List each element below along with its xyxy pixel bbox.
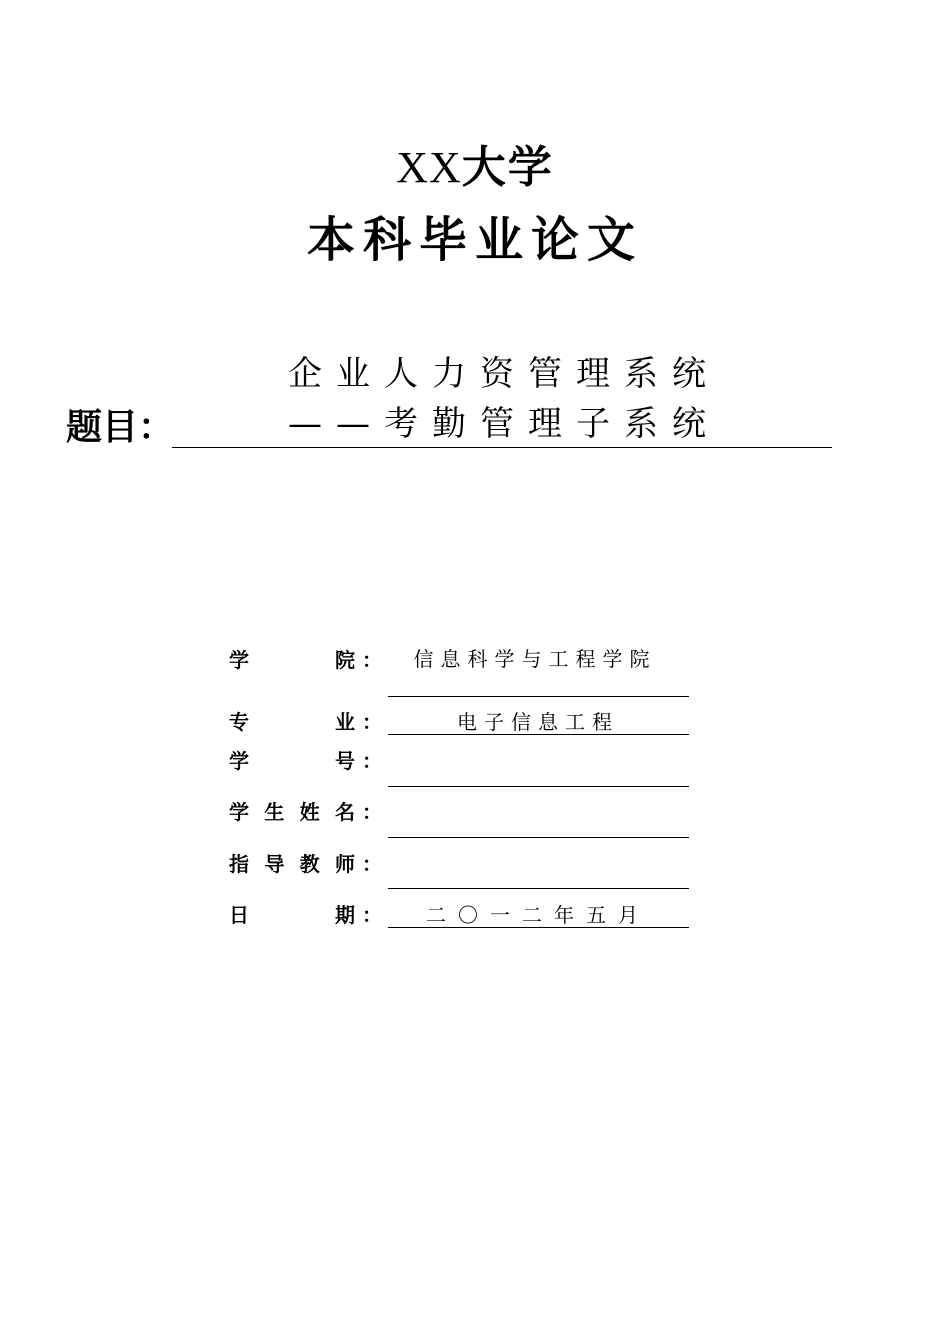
student-id-label — [229, 747, 355, 775]
date-value: 二〇一二年五月 — [426, 903, 650, 927]
topic-underline — [172, 447, 832, 448]
student-name-label-char: 学 — [229, 800, 249, 824]
college-label-char: 院 — [335, 648, 355, 672]
student-name-colon: ： — [362, 800, 382, 824]
thesis-type-title: 本科毕业论文 — [306, 212, 643, 268]
date-underline — [388, 927, 689, 928]
advisor-label — [229, 850, 355, 878]
topic-label: 题目： — [66, 407, 175, 448]
university-name: 大学 — [461, 142, 554, 193]
topic-line-2: ——考勤管理子系统 — [288, 404, 720, 444]
student-name-label — [229, 798, 355, 826]
advisor-underline — [388, 888, 689, 889]
student-name-label-char: 生 — [264, 800, 285, 824]
topic-line-1: 企业人力资管理系统 — [288, 354, 720, 394]
college-label-char: 学 — [229, 648, 249, 672]
advisor-colon: ： — [362, 852, 382, 876]
advisor-label-char: 指 — [229, 852, 249, 876]
major-label — [229, 708, 355, 736]
student-id-colon: ： — [362, 749, 382, 773]
date-colon: ： — [362, 903, 382, 927]
student-name-label-char: 姓 — [299, 800, 320, 824]
university-prefix: XX — [396, 143, 462, 192]
date-label — [229, 901, 355, 929]
advisor-label-char: 导 — [264, 852, 285, 876]
college-colon: ： — [362, 648, 382, 672]
major-underline — [388, 734, 689, 735]
student-id-label-char: 号 — [335, 749, 355, 773]
major-label-char: 业 — [335, 710, 355, 734]
college-value: 信息科学与工程学院 — [413, 647, 657, 671]
student-id-underline — [388, 786, 689, 787]
student-name-label-char: 名 — [334, 800, 355, 824]
date-label-char: 日 — [229, 903, 249, 927]
student-id-label-char: 学 — [229, 749, 249, 773]
university-title — [0, 138, 950, 198]
major-label-char: 专 — [229, 710, 249, 734]
date-label-char: 期 — [335, 903, 355, 927]
advisor-label-char: 教 — [299, 852, 320, 876]
college-label — [229, 646, 355, 674]
advisor-label-char: 师 — [334, 852, 355, 876]
major-value: 电子信息工程 — [457, 710, 619, 734]
student-name-underline — [388, 837, 689, 838]
college-underline — [388, 696, 689, 697]
major-colon: ： — [362, 710, 382, 734]
